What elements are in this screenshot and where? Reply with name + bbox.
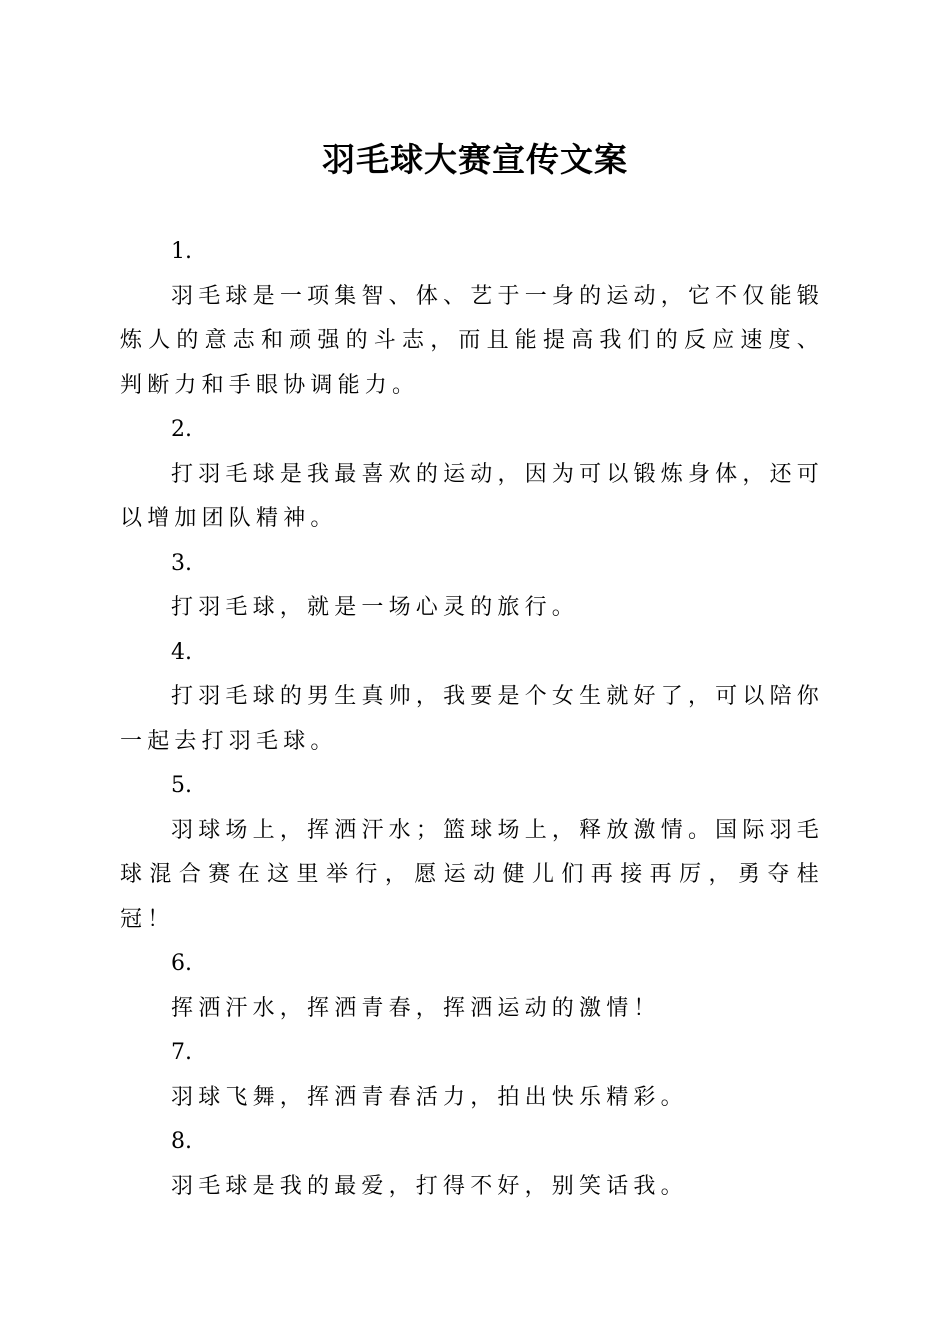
list-item (120, 1031, 824, 1120)
item-number: 7. (171, 1040, 192, 1065)
list-item (120, 408, 824, 542)
list-item (120, 230, 824, 408)
item-text: 羽球飞舞，挥洒青春活力，拍出快乐精彩。 (171, 1084, 688, 1110)
item-number: 3. (171, 550, 192, 576)
item-text: 羽球场上，挥洒汗水；篮球场上，释放激情。国际羽毛球混合赛在这里举行，愿运动健儿们再接再厉，勇夺桂冠！ (120, 817, 824, 932)
item-number: 1. (171, 239, 192, 264)
item-number: 8. (171, 1129, 192, 1154)
item-text: 羽毛球是我的最爱，打得不好，别笑话我。 (171, 1173, 688, 1199)
list-item (120, 764, 824, 942)
item-text: 打羽毛球的男生真帅，我要是个女生就好了，可以陪你一起去打羽毛球。 (120, 684, 824, 754)
item-text: 打羽毛球，就是一场心灵的旅行。 (171, 595, 580, 620)
document-body (120, 230, 824, 1209)
page-title: 羽毛球大赛宣传文案 (322, 140, 628, 179)
item-number: 6. (171, 951, 192, 976)
list-item (120, 631, 824, 765)
item-number: 2. (171, 417, 192, 442)
item-number: 5. (171, 773, 192, 798)
item-text: 打羽毛球是我最喜欢的运动，因为可以锻炼身体，还可以增加团队精神。 (120, 461, 824, 531)
list-item (120, 1120, 824, 1209)
item-text: 羽毛球是一项集智、体、艺于一身的运动，它不仅能锻炼人的意志和顽强的斗志，而且能提高我们的反应速度、判断力和手眼协调能力。 (120, 283, 824, 398)
list-item (120, 942, 824, 1031)
list-item (120, 542, 824, 631)
item-number: 4. (171, 639, 192, 665)
item-text: 挥洒汗水，挥洒青春，挥洒运动的激情！ (171, 995, 661, 1021)
